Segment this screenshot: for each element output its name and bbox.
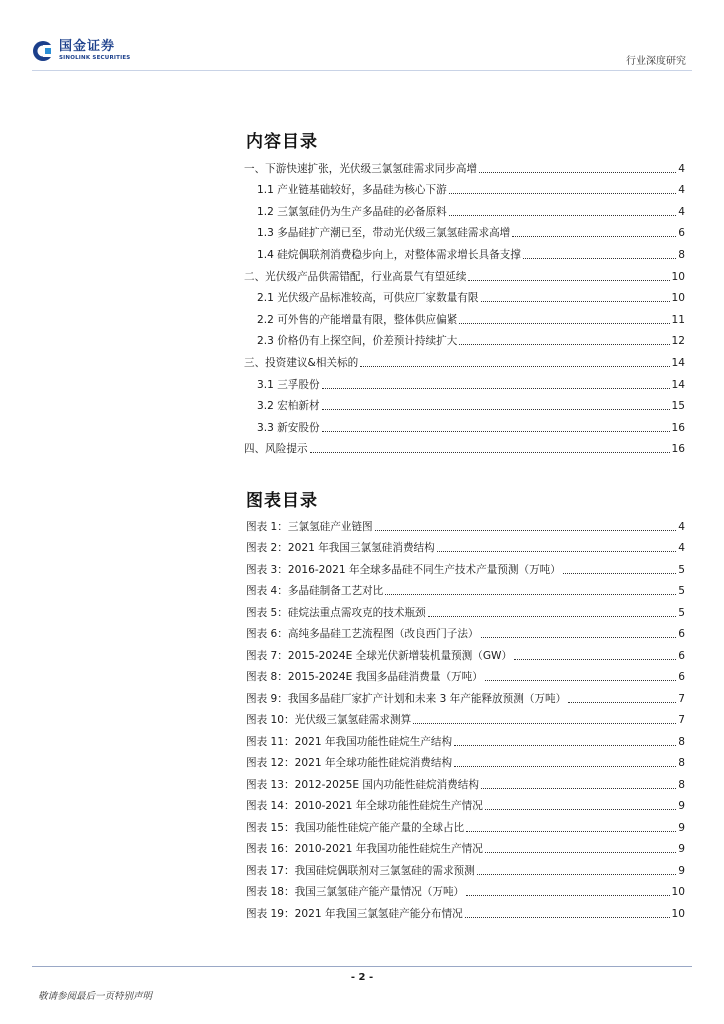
entry-page-number: 5 <box>678 563 685 576</box>
entry-title: 2.2 可外售的产能增量有限，整体供应偏紧 <box>257 313 458 326</box>
dot-leader <box>481 788 676 789</box>
entry-page-number: 8 <box>678 757 685 769</box>
entry-title: 三、投资建议&相关标的 <box>244 356 359 369</box>
toc-entry[interactable] <box>246 512 685 534</box>
toc-entry[interactable] <box>246 534 685 556</box>
toc-entry[interactable] <box>244 327 685 349</box>
entry-page-number: 14 <box>671 378 685 391</box>
dot-leader <box>459 323 669 324</box>
entry-page-number: 10 <box>671 886 685 898</box>
dot-leader <box>485 809 676 810</box>
entry-title: 图表 18：我国三氯氢硅产能产量情况（万吨） <box>246 886 465 898</box>
dot-leader <box>568 702 676 703</box>
entry-title: 2.1 光伏级产品标准较高，可供应厂家数量有限 <box>257 292 479 305</box>
dot-leader <box>449 215 677 216</box>
dot-leader <box>479 172 676 173</box>
logo-chinese-text: 国金证券 <box>59 39 116 54</box>
figures-title: 图表目录 <box>246 491 318 511</box>
entry-page-number: 14 <box>671 356 685 369</box>
dot-leader <box>481 637 677 638</box>
toc-entry[interactable] <box>246 899 685 921</box>
toc-entry[interactable] <box>244 262 685 284</box>
entry-title: 图表 16：2010-2021 年我国功能性硅烷生产情况 <box>246 843 483 855</box>
entry-page-number: 4 <box>678 184 685 197</box>
toc-entry[interactable] <box>246 663 685 685</box>
entry-page-number: 8 <box>678 778 685 791</box>
entry-page-number: 5 <box>678 606 685 619</box>
entry-title: 2.3 价格仍有上探空间，价差预计持续扩大 <box>257 335 458 348</box>
entry-title: 图表 2：2021 年我国三氯氢硅消费结构 <box>246 542 435 554</box>
entry-page-number: 16 <box>671 443 685 456</box>
entry-page-number: 6 <box>678 227 685 240</box>
toc-entry[interactable] <box>244 392 685 414</box>
toc-entry[interactable] <box>244 240 685 262</box>
toc-entry[interactable] <box>246 835 685 857</box>
entry-title: 一、下游快速扩张，光伏级三氯氢硅需求同步高增 <box>244 162 478 175</box>
dot-leader <box>514 659 676 660</box>
entry-page-number: 11 <box>671 313 685 326</box>
dot-leader <box>454 766 676 767</box>
toc-entry[interactable] <box>246 770 685 792</box>
dot-leader <box>523 258 676 259</box>
entry-page-number: 15 <box>671 400 685 413</box>
dot-leader <box>428 616 677 617</box>
toc-entry[interactable] <box>246 813 685 835</box>
toc-entry[interactable] <box>244 284 685 306</box>
dot-leader <box>437 551 677 552</box>
dot-leader <box>385 594 676 595</box>
logo-english-text: SINOLINK SECURITIES <box>59 55 131 61</box>
entry-page-number: 8 <box>678 248 685 261</box>
entry-title: 3.3 新安股份 <box>257 421 320 434</box>
entry-page-number: 9 <box>678 843 685 855</box>
entry-title: 图表 1：三氯氢硅产业链图 <box>246 520 373 533</box>
dot-leader <box>322 431 670 432</box>
dot-leader <box>310 452 670 453</box>
dot-leader <box>485 680 676 681</box>
entry-page-number: 6 <box>678 671 685 683</box>
toc-entry[interactable] <box>246 641 685 663</box>
entry-title: 图表 4：多晶硅制备工艺对比 <box>246 585 384 597</box>
entry-page-number: 16 <box>671 421 685 434</box>
entry-page-number: 8 <box>678 735 685 748</box>
dot-leader <box>477 874 677 875</box>
dot-leader <box>459 344 669 345</box>
entry-title: 四、风险提示 <box>244 443 308 456</box>
toc-entry[interactable] <box>244 370 685 392</box>
entry-page-number: 9 <box>678 821 685 834</box>
entry-page-number: 10 <box>671 907 685 920</box>
dot-leader <box>481 301 670 302</box>
toc-entry[interactable] <box>246 620 685 642</box>
toc-entry[interactable] <box>244 348 685 370</box>
toc-entry[interactable] <box>246 706 685 728</box>
entry-title: 图表 12：2021 年全球功能性硅烷消费结构 <box>246 757 453 769</box>
disclaimer-text: 敬请参阅最后一页特别声明 <box>38 991 153 1002</box>
toc-entry[interactable] <box>244 305 685 327</box>
header-divider <box>32 70 692 71</box>
entry-title: 图表 14：2010-2021 年全球功能性硅烷生产情况 <box>246 800 483 812</box>
dot-leader <box>466 895 669 896</box>
entry-title: 1.2 三氯氢硅仍为生产多晶硅的必备原料 <box>257 205 447 218</box>
entry-title: 3.1 三孚股份 <box>257 378 320 391</box>
entry-page-number: 4 <box>678 542 685 554</box>
entry-title: 图表 8：2015-2024E 我国多晶硅消费量（万吨） <box>246 671 483 683</box>
dot-leader <box>454 745 676 746</box>
company-logo <box>32 40 130 62</box>
entry-title: 图表 6：高纯多晶硅工艺流程图（改良西门子法） <box>246 628 479 640</box>
toc-entry[interactable] <box>246 792 685 814</box>
entry-title: 图表 9：我国多晶硅厂家扩产计划和未来 3 年产能释放预测（万吨） <box>246 692 567 705</box>
toc-entry[interactable] <box>246 598 685 620</box>
toc-entry[interactable] <box>246 577 685 599</box>
dot-leader <box>563 573 676 574</box>
entry-title: 图表 10：光伏级三氯氢硅需求测算 <box>246 714 412 726</box>
entry-title: 图表 7：2015-2024E 全球光伏新增装机量预测（GW） <box>246 649 513 662</box>
entry-title: 3.2 宏柏新材 <box>257 400 320 413</box>
entry-title: 二、光伏级产品供需错配，行业高景气有望延续 <box>244 270 467 283</box>
dot-leader <box>465 917 670 918</box>
entry-title: 图表 5：硅烷法重点需攻克的技术瓶颈 <box>246 606 426 619</box>
toc-entry[interactable] <box>246 684 685 706</box>
entry-title: 1.1 产业链基础较好，多晶硅为核心下游 <box>257 184 447 197</box>
dot-leader <box>449 193 677 194</box>
entry-page-number: 4 <box>678 205 685 218</box>
footer-divider <box>32 966 692 967</box>
entry-page-number: 7 <box>678 692 685 705</box>
dot-leader <box>468 280 669 281</box>
entry-title: 1.3 多晶硅扩产潮已至，带动光伏级三氯氢硅需求高增 <box>257 227 511 240</box>
toc-entry[interactable] <box>246 878 685 900</box>
toc-entry[interactable] <box>244 197 685 219</box>
dot-leader <box>485 852 676 853</box>
toc-entry[interactable] <box>244 154 685 176</box>
entry-title: 图表 13：2012-2025E 国内功能性硅烷消费结构 <box>246 778 479 791</box>
toc-entry[interactable] <box>246 727 685 749</box>
toc-entry[interactable] <box>246 555 685 577</box>
entry-page-number: 4 <box>678 520 685 533</box>
entry-title: 图表 17：我国硅烷偶联剂对三氯氢硅的需求预测 <box>246 864 475 877</box>
report-type-label: 行业深度研究 <box>626 56 686 67</box>
dot-leader <box>375 530 677 531</box>
toc-entry[interactable] <box>246 749 685 771</box>
page-header <box>32 40 692 72</box>
entry-page-number: 5 <box>678 585 685 597</box>
entry-page-number: 10 <box>671 270 685 283</box>
table-of-contents <box>244 154 685 456</box>
entry-title: 图表 19：2021 年我国三氯氢硅产能分布情况 <box>246 907 463 920</box>
toc-entry[interactable] <box>246 856 685 878</box>
entry-page-number: 10 <box>671 292 685 305</box>
entry-title: 1.4 硅烷偶联剂消费稳步向上，对整体需求增长具备支撑 <box>257 248 521 261</box>
dot-leader <box>413 723 676 724</box>
toc-entry[interactable] <box>244 435 685 457</box>
contents-title: 内容目录 <box>246 132 318 152</box>
dot-leader <box>360 366 669 367</box>
entry-page-number: 12 <box>671 335 685 348</box>
entry-page-number: 6 <box>678 649 685 662</box>
entry-title: 图表 3：2016-2021 年全球多晶硅不同生产技术产量预测（万吨） <box>246 563 561 576</box>
entry-page-number: 4 <box>678 162 685 175</box>
dot-leader <box>322 388 670 389</box>
dot-leader <box>466 831 676 832</box>
entry-title: 图表 15：我国功能性硅烷产能产量的全球占比 <box>246 821 465 834</box>
list-of-figures <box>246 512 685 921</box>
toc-entry[interactable] <box>244 176 685 198</box>
entry-title: 图表 11：2021 年我国功能性硅烷生产结构 <box>246 735 453 748</box>
dot-leader <box>322 409 670 410</box>
toc-entry[interactable] <box>244 219 685 241</box>
dot-leader <box>512 236 676 237</box>
logo-mark-icon <box>32 40 54 62</box>
entry-page-number: 9 <box>678 864 685 877</box>
entry-page-number: 7 <box>678 714 685 726</box>
entry-page-number: 9 <box>678 800 685 812</box>
entry-page-number: 6 <box>678 628 685 640</box>
toc-entry[interactable] <box>244 413 685 435</box>
page-number: - 2 - <box>350 972 374 983</box>
